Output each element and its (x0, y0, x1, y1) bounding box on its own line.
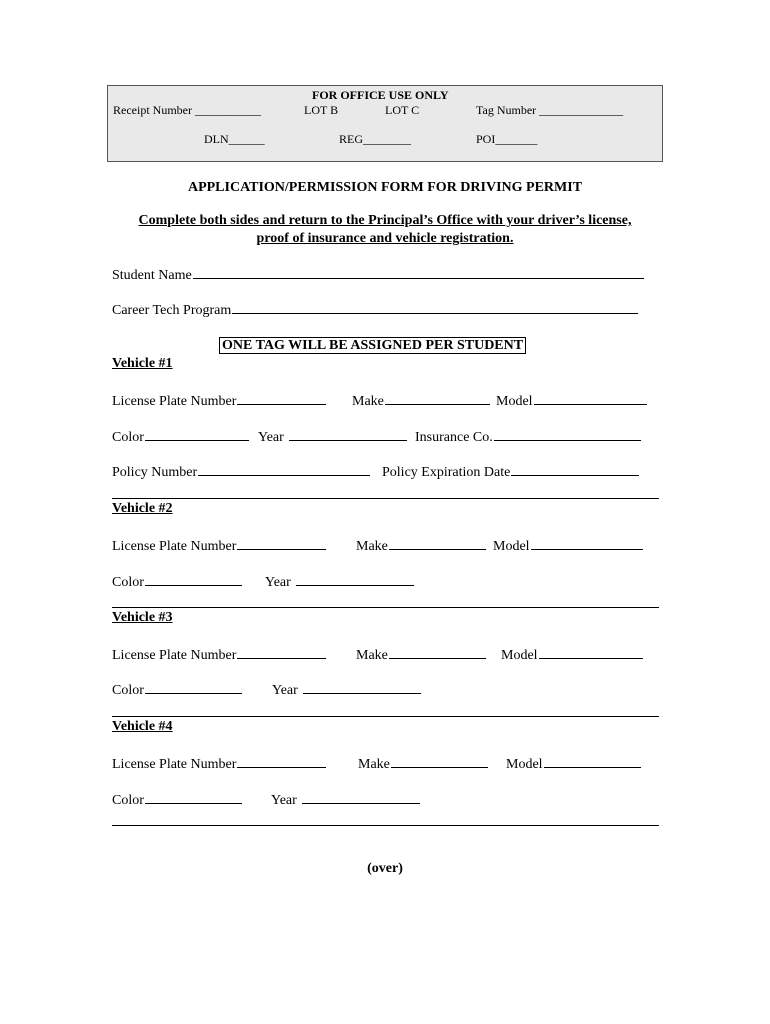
policy-number-field[interactable] (198, 463, 370, 476)
instruction-line-2: proof of insurance and vehicle registration. (256, 231, 514, 246)
year-label: Year (271, 793, 297, 808)
policy-expiration-label: Policy Expiration Date (382, 465, 511, 480)
vehicle-3-model (501, 646, 643, 664)
lot-b-option[interactable]: LOT B (304, 103, 339, 117)
vehicle-4-make (358, 755, 488, 773)
career-tech-label: Career Tech Program (112, 303, 232, 318)
vehicle-4-color (112, 791, 242, 809)
poi-field[interactable]: POI_______ (476, 132, 538, 146)
vehicle-2-heading: Vehicle #2 (112, 501, 173, 516)
lot-c-option[interactable]: LOT C (385, 103, 420, 117)
vehicle-2-model (493, 537, 643, 555)
year-field[interactable] (296, 573, 414, 586)
policy-number-label: Policy Number (112, 465, 198, 480)
model-label: Model (493, 539, 530, 554)
model-field[interactable] (544, 755, 641, 768)
make-label: Make (356, 648, 388, 663)
color-field[interactable] (145, 681, 242, 694)
reg-field[interactable]: REG________ (339, 132, 411, 146)
year-label: Year (258, 430, 284, 445)
year-field[interactable] (302, 791, 420, 804)
tag-number-field[interactable]: Tag Number ______________ (476, 103, 624, 117)
make-field[interactable] (385, 392, 490, 405)
dln-field[interactable]: DLN______ (204, 132, 265, 146)
model-field[interactable] (534, 392, 647, 405)
career-tech-field[interactable] (232, 301, 638, 314)
vehicle-1-model (496, 392, 647, 410)
model-field[interactable] (531, 537, 643, 550)
license-plate-field[interactable] (237, 537, 326, 550)
vehicle-2-row-1 (112, 537, 326, 555)
vehicle-2-year (265, 573, 414, 591)
vehicle-3-year (272, 681, 421, 699)
over-note: (over) (367, 861, 403, 876)
policy-expiration-field[interactable] (511, 463, 639, 476)
vehicle-3-make (356, 646, 486, 664)
license-plate-label: License Plate Number (112, 394, 237, 409)
make-label: Make (356, 539, 388, 554)
student-name-row (112, 266, 644, 284)
model-field[interactable] (539, 646, 643, 659)
make-field[interactable] (389, 537, 486, 550)
student-name-label: Student Name (112, 268, 192, 283)
vehicle-4-model (506, 755, 641, 773)
license-plate-label: License Plate Number (112, 648, 237, 663)
vehicle-1-year (258, 428, 407, 446)
vehicle-4-heading: Vehicle #4 (112, 719, 173, 734)
color-label: Color (112, 575, 144, 590)
year-field[interactable] (289, 428, 407, 441)
student-name-field[interactable] (193, 266, 644, 279)
year-label: Year (272, 683, 298, 698)
year-field[interactable] (303, 681, 421, 694)
form-title: APPLICATION/PERMISSION FORM FOR DRIVING PERMIT (187, 180, 583, 195)
model-label: Model (496, 394, 533, 409)
vehicle-1-policy-expiration (382, 463, 639, 481)
license-plate-field[interactable] (237, 392, 326, 405)
vehicle-4-row-1 (112, 755, 326, 773)
model-label: Model (506, 757, 543, 772)
insurance-label: Insurance Co. (415, 430, 493, 445)
vehicle-1-heading: Vehicle #1 (112, 356, 173, 371)
section-divider (112, 716, 659, 717)
vehicle-1-policy-number (112, 463, 370, 481)
make-field[interactable] (391, 755, 488, 768)
section-divider (112, 825, 659, 826)
vehicle-1-make (352, 392, 490, 410)
make-field[interactable] (389, 646, 486, 659)
vehicle-1-row-1 (112, 392, 326, 410)
section-divider (112, 607, 659, 608)
color-label: Color (112, 793, 144, 808)
instruction-line-1: Complete both sides and return to the Principal’s Office with your driver’s license, (138, 213, 632, 228)
color-field[interactable] (145, 573, 242, 586)
model-label: Model (501, 648, 538, 663)
vehicle-2-color (112, 573, 242, 591)
career-tech-row (112, 301, 638, 319)
vehicle-1-insurance (415, 428, 641, 446)
license-plate-field[interactable] (237, 755, 326, 768)
license-plate-label: License Plate Number (112, 539, 237, 554)
license-plate-label: License Plate Number (112, 757, 237, 772)
section-divider (112, 498, 659, 499)
one-tag-notice-text: ONE TAG WILL BE ASSIGNED PER STUDENT (219, 337, 526, 354)
vehicle-2-make (356, 537, 486, 555)
vehicle-4-year (271, 791, 420, 809)
color-field[interactable] (145, 428, 249, 441)
color-label: Color (112, 430, 144, 445)
office-use-heading: FOR OFFICE USE ONLY (312, 88, 449, 102)
vehicle-1-color (112, 428, 249, 446)
one-tag-notice (219, 338, 526, 354)
insurance-field[interactable] (494, 428, 641, 441)
color-field[interactable] (145, 791, 242, 804)
receipt-number-field[interactable]: Receipt Number ___________ (113, 103, 261, 117)
vehicle-3-color (112, 681, 242, 699)
license-plate-field[interactable] (237, 646, 326, 659)
make-label: Make (358, 757, 390, 772)
year-label: Year (265, 575, 291, 590)
vehicle-3-row-1 (112, 646, 326, 664)
make-label: Make (352, 394, 384, 409)
color-label: Color (112, 683, 144, 698)
vehicle-3-heading: Vehicle #3 (112, 610, 173, 625)
